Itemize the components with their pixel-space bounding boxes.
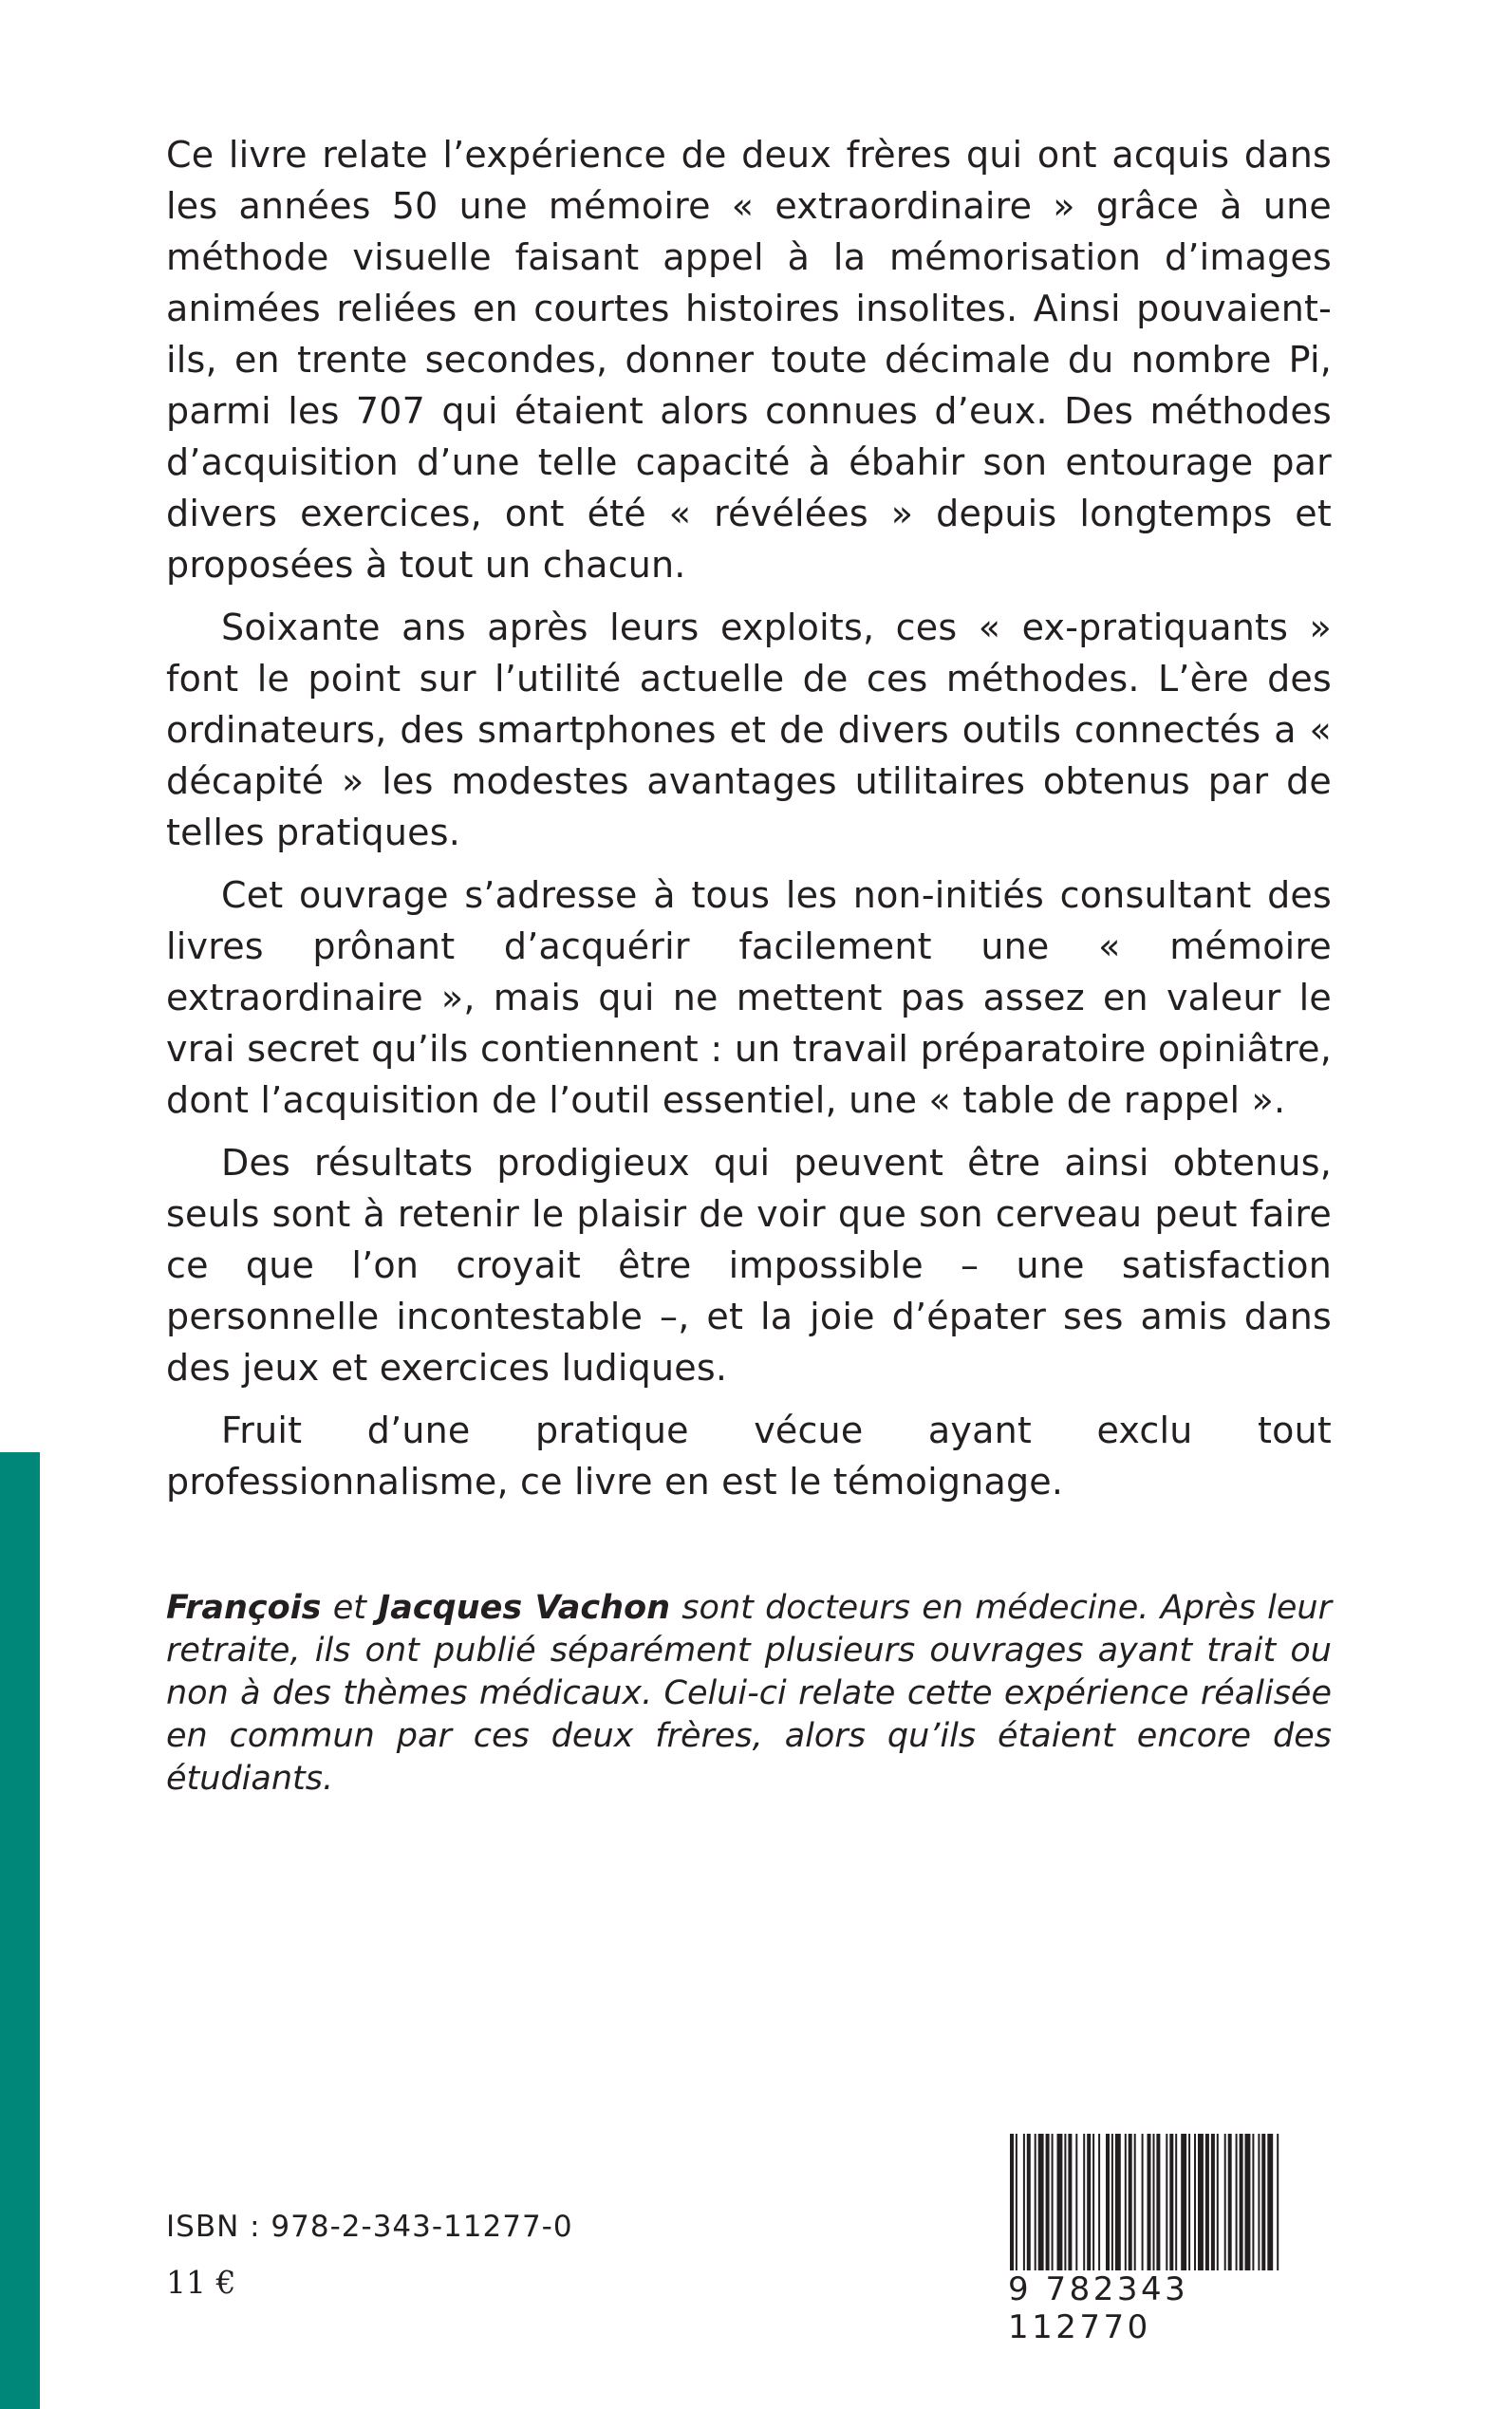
barcode-bar	[1198, 2134, 1204, 2276]
barcode-bar	[1129, 2134, 1132, 2276]
author-name-connector: et	[321, 1589, 379, 1627]
back-cover-blurb	[166, 129, 1332, 1519]
price-label: 11 €	[166, 2264, 236, 2301]
blurb-paragraph-2: Soixante ans après leurs exploits, ces « ex-pratiquants » font le point sur l’utilité actuelle de ces méthodes. L’ère des ordinateurs, des smartphones et de divers outils connectés a « décapité » les modestes avantages utilitaires obtenus par de telles pratiques.	[166, 607, 1332, 853]
barcode-bar	[1106, 2134, 1110, 2276]
barcode-bar	[1156, 2134, 1160, 2276]
barcode-bar	[1064, 2134, 1066, 2276]
barcode-bar	[1125, 2134, 1127, 2276]
blurb-paragraph-3: Cet ouvrage s’adresse à tous les non-initiés consultant des livres prônant d’acquérir facilement une « mémoire extraordinaire », mais qui ne mettent pas assez en valeur le vrai secret qu’ils contiennent : un travail préparatoire opiniâtre, dont l’acquisition de l’outil essentiel, une « table de rappel ».	[166, 874, 1332, 1121]
isbn-label: ISBN : 978-2-343-11277-0	[166, 2210, 573, 2244]
barcode-bar	[1098, 2134, 1100, 2276]
author-bio-text: sont docteurs en médecine. Après leur retraite, ils ont publié séparément plusieurs ouvrages ayant trait ou non à des thèmes médicaux. Celui-ci relate cette expérience réalisée en commun par ces deux frères, alors qu’ils étaient encore des étudiants.	[166, 1589, 1333, 1798]
barcode-bar	[1236, 2134, 1238, 2276]
barcode-bar	[1228, 2134, 1232, 2276]
barcode-bar	[1217, 2134, 1219, 2276]
accent-sidebar-bar	[0, 1452, 40, 2409]
barcode-bar	[1023, 2134, 1025, 2276]
barcode-bar	[1087, 2134, 1091, 2276]
author-name-jacques-vachon: Jacques Vachon	[378, 1589, 671, 1627]
barcode-bar	[1038, 2134, 1044, 2276]
author-bio	[166, 1587, 1332, 1801]
barcode-bar	[1169, 2134, 1173, 2276]
barcode-bar	[1240, 2134, 1243, 2276]
barcode-bar	[1188, 2134, 1190, 2276]
barcode-bar	[1075, 2134, 1077, 2276]
barcode-bar	[1068, 2134, 1072, 2276]
barcode-bar	[1111, 2134, 1113, 2276]
barcode-bar	[1211, 2134, 1215, 2276]
barcode-bar	[1224, 2134, 1226, 2276]
barcode-bar	[1245, 2134, 1251, 2276]
barcode-bar	[1175, 2134, 1177, 2276]
barcode-bar	[1166, 2134, 1167, 2276]
barcode-bar	[1205, 2134, 1209, 2276]
barcode-bar	[1134, 2134, 1136, 2276]
barcode-bar	[1142, 2134, 1144, 2276]
barcode-bar	[1083, 2134, 1085, 2276]
barcode-bar	[1181, 2134, 1186, 2276]
barcode-bar	[1252, 2134, 1254, 2276]
barcode-bar	[1027, 2134, 1031, 2276]
blurb-paragraph-4: Des résultats prodigieux qui peuvent être ainsi obtenus, seuls sont à retenir le plaisir de voir que son cerveau peut faire ce que l’on croyait être impossible – une satisfaction personnelle incontestable –, et la joie d’épater ses amis dans des jeux et exercices ludiques.	[166, 1142, 1332, 1389]
barcode-bar	[1046, 2134, 1050, 2276]
author-name-francois: François	[166, 1589, 322, 1627]
blurb-paragraph-5: Fruit d’une pratique vécue ayant exclu tout professionnalisme, ce livre en est le témoignage.	[166, 1410, 1332, 1503]
barcode-bar	[1115, 2134, 1121, 2276]
barcode-bar	[1261, 2134, 1265, 2276]
barcode-bar	[1092, 2134, 1094, 2276]
barcode-bar	[1035, 2134, 1036, 2276]
barcode-bar	[1258, 2134, 1260, 2276]
blurb-paragraph-1: Ce livre relate l’expérience de deux frères qui ont acquis dans les années 50 une mémoire « extraordinaire » grâce à une méthode visuelle faisant appel à la mémorisation d’images animées reliées en courtes histoires insolites. Ainsi pouvaient-ils, en trente secondes, donner toute décimale du nombre Pi, parmi les 707 qui étaient alors connues d’eux. Des méthodes d’acquisition d’une telle capacité à ébahir son entourage par divers exercices, ont été « révélées » depuis longtemps et proposées à tout un chacun.	[166, 134, 1332, 586]
barcode-bar	[1194, 2134, 1196, 2276]
barcode-bar	[1057, 2134, 1063, 2276]
barcode-digits: 9 782343 112770	[1006, 2270, 1340, 2346]
barcode-bar	[1052, 2134, 1054, 2276]
